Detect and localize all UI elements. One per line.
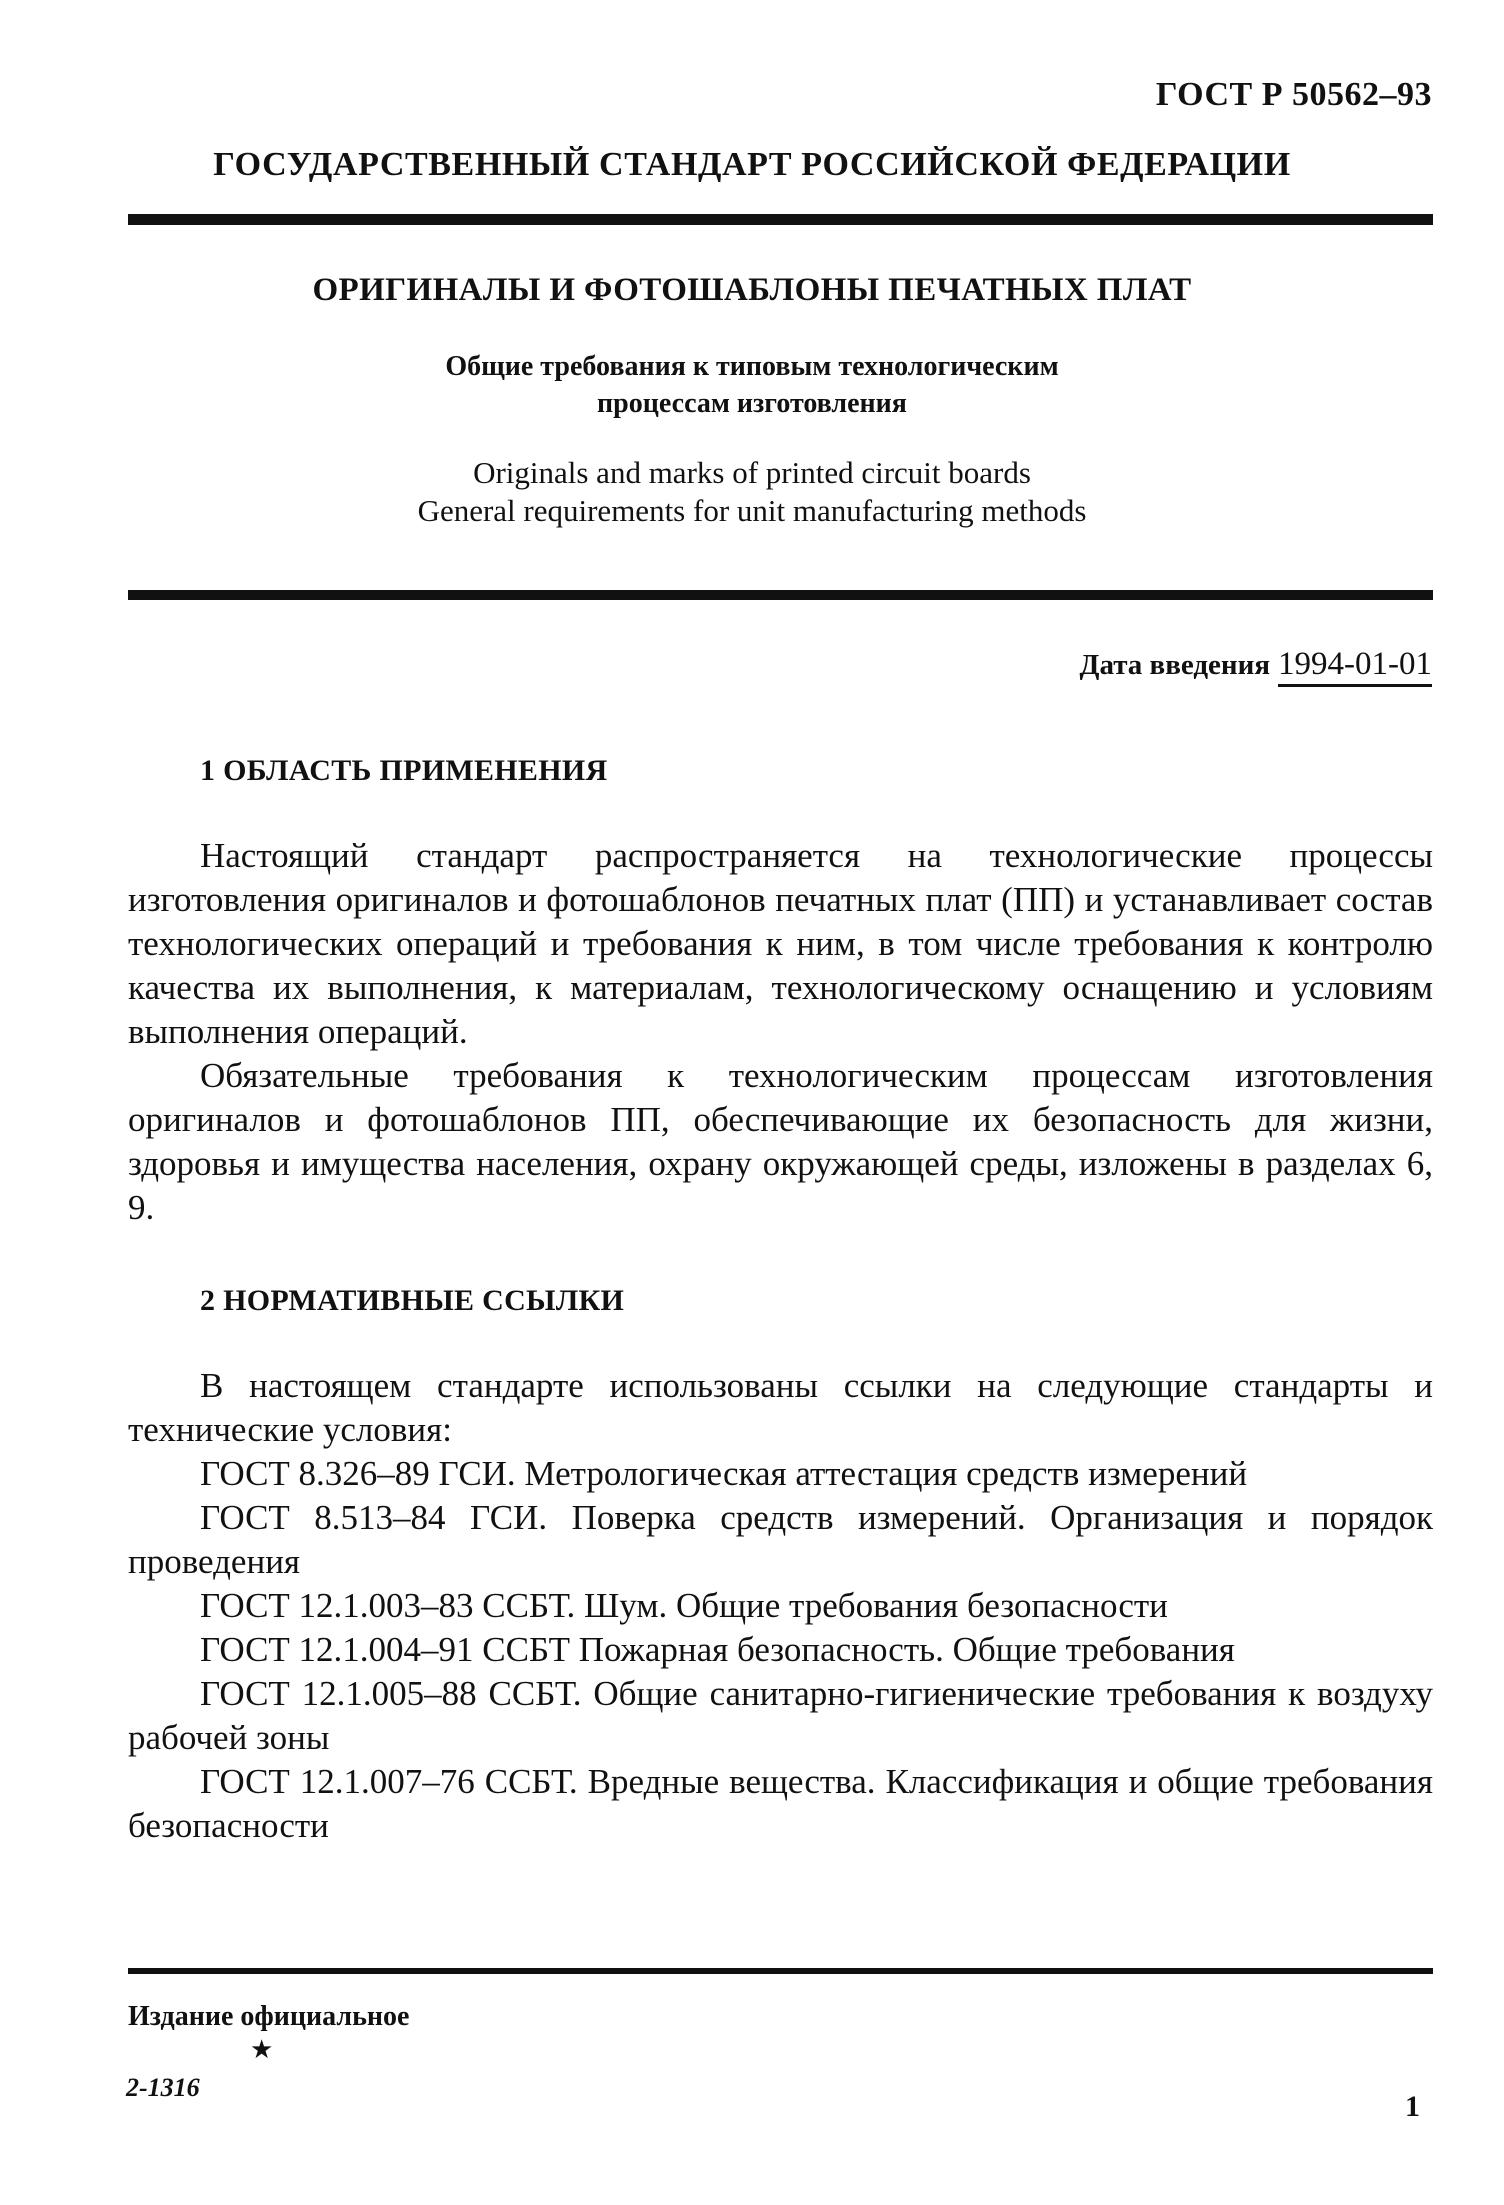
document-title: ОРИГИНАЛЫ И ФОТОШАБЛОНЫ ПЕЧАТНЫХ ПЛАТ [312,272,1192,308]
edition-label: Издание официальное [128,2001,410,2032]
reference-item: ГОСТ 12.1.007–76 ССБТ. Вредные вещества. Классификация и общие требования безопасности [128,1762,1433,1845]
star-icon: ★ [250,2035,274,2064]
section-1-paragraph-1: Настоящий стандарт распространяется на технологические процессы изготовления оригиналов и фотошаблонов печатных плат (ПП) и устанавливает состав технологических операций и требования к ним, в том числе требования к контролю качества их выполнения, к материалам, технологическому оснащению и условиям выполнения операций. [128,836,1433,1051]
top-divider [128,214,1433,225]
date-value: 1994-01-01 [1278,646,1432,687]
section-2-body [128,1364,1433,1848]
reference-item: ГОСТ 12.1.005–88 ССБТ. Общие санитарно-гигиенические требования к воздуху рабочей зоны [128,1674,1433,1757]
section-2-heading: 2 НОРМАТИВНЫЕ ССЫЛКИ [200,1284,625,1317]
print-code: 2-1316 [126,2073,200,2102]
subtitle-line-2: процессам изготовления [597,388,907,419]
organization-title: ГОСУДАРСТВЕННЫЙ СТАНДАРТ РОССИЙСКОЙ ФЕДЕРАЦИИ [213,146,1291,183]
footer-divider [128,1968,1433,1974]
title-divider [128,590,1433,600]
reference-item: ГОСТ 12.1.004–91 ССБТ Пожарная безопасность. Общие требования [200,1630,1235,1669]
document-number: ГОСТ Р 50562–93 [1155,76,1432,113]
subtitle-line-1: Общие требования к типовым технологическим [445,351,1059,382]
introduction-date [1080,646,1433,683]
section-2-intro: В настоящем стандарте использованы ссылки на следующие стандарты и технические условия: [128,1366,1433,1449]
reference-item: ГОСТ 12.1.003–83 ССБТ. Шум. Общие требования безопасности [200,1586,1168,1625]
section-1-heading: 1 ОБЛАСТЬ ПРИМЕНЕНИЯ [200,754,608,787]
date-label: Дата введения [1079,649,1271,681]
english-title-line-1: Originals and marks of printed circuit boards [473,455,1031,490]
section-1-paragraph-2: Обязательные требования к технологическим процессам изготовления оригиналов и фотошаблонов ПП, обеспечивающие их безопасность для жизни, здоровья и имущества населения, охрану окружающей среды, изложены в разделах 6, 9. [128,1056,1433,1227]
section-1-body [128,834,1433,1230]
document-subtitle [0,348,1504,422]
english-title-line-2: General requirements for unit manufacturing methods [417,493,1087,528]
reference-item: ГОСТ 8.326–89 ГСИ. Метрологическая аттестация средств измерений [200,1454,1248,1493]
english-title [0,454,1504,530]
reference-item: ГОСТ 8.513–84 ГСИ. Поверка средств измерений. Организация и порядок проведения [128,1498,1433,1581]
page-number: 1 [1405,2090,1420,2123]
